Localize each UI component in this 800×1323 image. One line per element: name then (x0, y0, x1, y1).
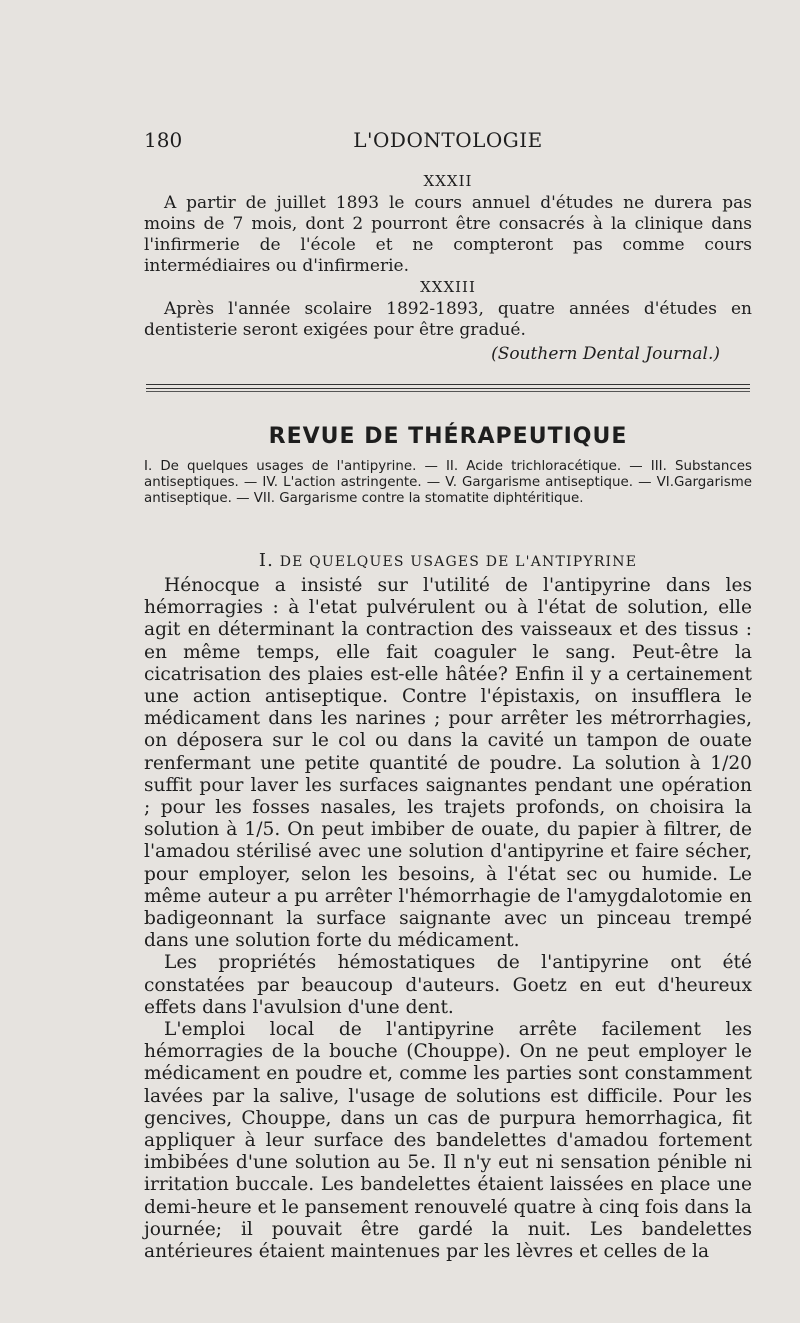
subsection-title: DE QUELQUES USAGES DE L'ANTIPYRINE (279, 554, 638, 570)
section-xxxii-text (144, 193, 752, 277)
section-number-xxxii: XXXII (423, 172, 473, 190)
section-divider (146, 384, 750, 392)
section-xxxii-paragraph: A partir de juillet 1893 le cours annuel d'études ne durera pas moins de 7 mois, dont 2 pourront être consacrés à la clinique dans l'infirmerie de l'école et ne compteront pas comme cours intermédiaires ou d'infirmerie. (144, 193, 752, 276)
page-header (144, 128, 752, 154)
subsection-number: I. (258, 550, 275, 571)
article-body (144, 575, 752, 1263)
body-paragraph-3: L'emploi local de l'antipyrine arrête facilement les hémorragies de la bouche (Chouppe). On ne peut employer le médicament en poudre et, comme les parties sont constamment lavées par la salive, l'usage de solutions est difficile. Pour les gencives, Chouppe, dans un cas de purpura hemorrhagica, fit appliquer à leur surface des bandelettes d'amadou fortement imbibées d'une solution au 5e. Il n'y eut ni sensation pénible ni irritation buccale. Les bandelettes étaient laissées en place une demi-heure et le pansement renouvelé quatre à cinq fois dans la journée; il pouvait être gardé la nuit. Les bandelettes antérieures étaient maintenues par les lèvres et celles de la (144, 1019, 752, 1263)
table-of-contents: I. De quelques usages de l'antipyrine. — II. Acide trichloracétique. — III. Substances antiseptiques. — IV. L'action astringente. — V. Gargarisme antiseptique. — VI.Gargarisme antiseptique. — VII. Gargarisme contre la stomatite diphtéritique. (144, 459, 752, 506)
subsection-heading (144, 550, 752, 571)
body-paragraph-2: Les propriétés hémostatiques de l'antipyrine ont été constatées par beaucoup d'auteurs. Goetz en eut d'heureux effets dans l'avulsion d'une dent. (144, 952, 752, 1018)
page-number: 180 (144, 128, 183, 152)
review-title: REVUE DE THÉRAPEUTIQUE (268, 424, 628, 449)
section-number-xxxiii: XXXIII (420, 278, 476, 296)
section-xxxiii-text (144, 299, 752, 341)
section-xxxiii-paragraph: Après l'année scolaire 1892-1893, quatre années d'études en dentisterie seront exigées pour être gradué. (144, 299, 752, 340)
body-paragraph-1: Hénocque a insisté sur l'utilité de l'antipyrine dans les hémorragies : à l'etat pulvérulent ou à l'état de solution, elle agit en déterminant la contraction des vaisseaux et des tissus : en même temps, elle fait coaguler le sang. Peut-être la cicatrisation des plaies est-elle hâtée? Enfin il y a certainement une action antiseptique. Contre l'épistaxis, on insufflera le médicament dans les narines ; pour arrêter les métrorrhagies, on déposera sur le col ou dans la cavité un tampon de ouate renfermant une petite quantité de poudre. La solution à 1/20 suffit pour laver les surfaces saignantes pendant une opération ; pour les fosses nasales, les trajets profonds, on choisira la solution à 1/5. On peut imbiber de ouate, du papier à filtrer, de l'amadou stérilisé avec une solution d'antipyrine et faire sécher, pour employer, selon les besoins, à l'état sec ou humide. Le même auteur a pu arrêter l'hémorrhagie de l'amygdalotomie en badigeonnant la surface saignante avec un pinceau trempé dans une solution forte du médicament. (144, 575, 752, 952)
source-citation: (Southern Dental Journal.) (491, 344, 720, 364)
running-title: L'ODONTOLOGIE (353, 128, 543, 152)
